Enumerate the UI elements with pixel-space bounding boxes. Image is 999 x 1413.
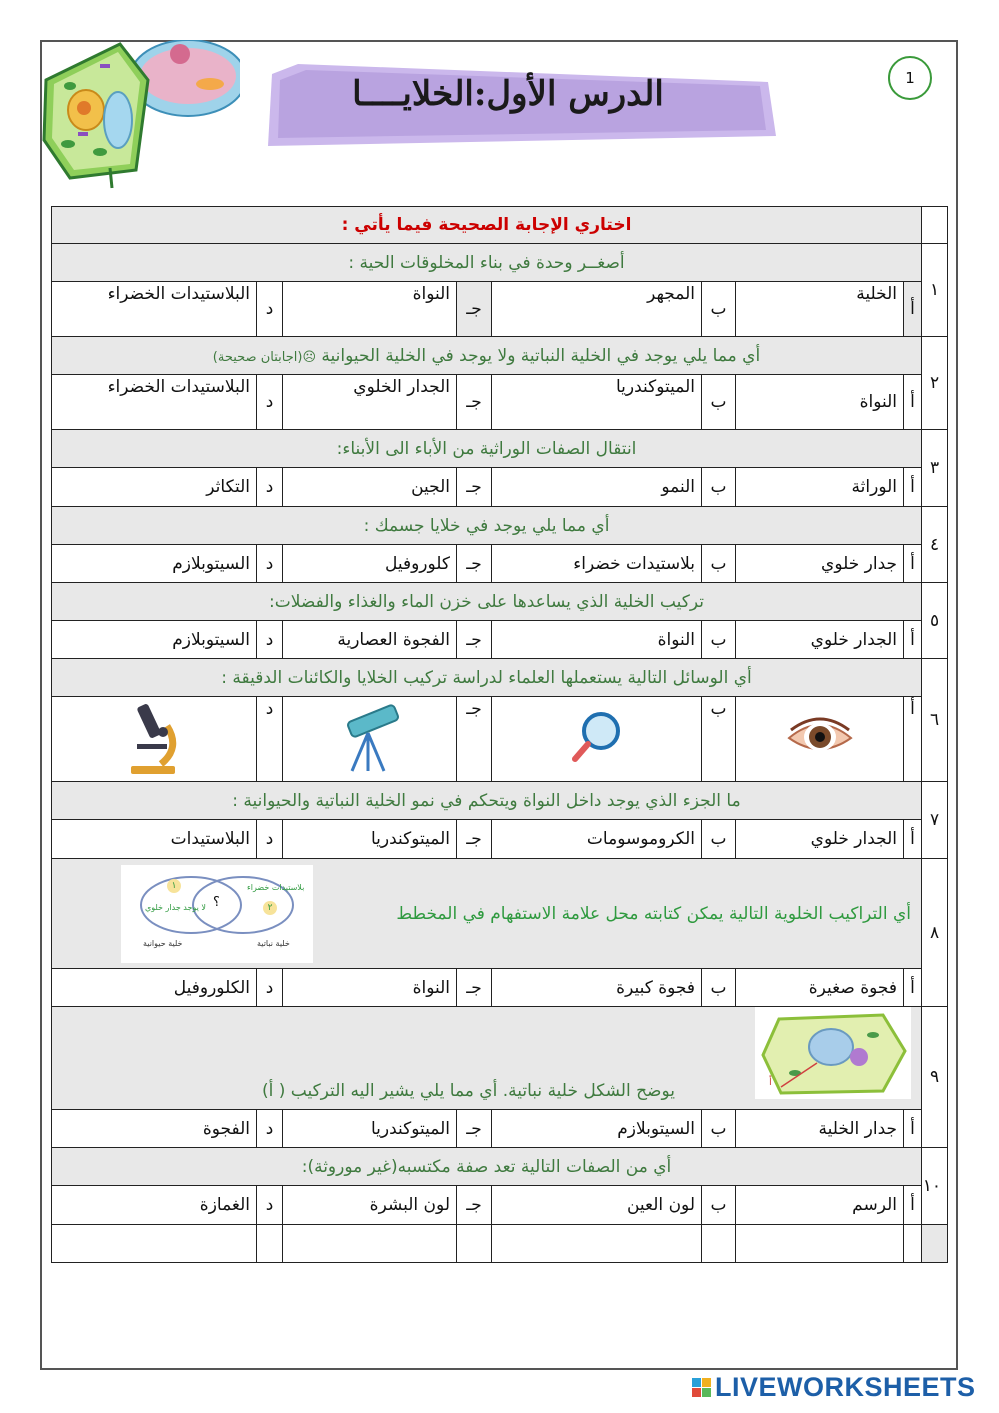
empty-cell	[492, 1225, 702, 1263]
answer-option[interactable]: فجوة صغيرة	[736, 969, 904, 1007]
question-number: ٩	[922, 1007, 948, 1148]
answer-option[interactable]: الغمازة	[52, 1186, 257, 1225]
option-letter: د	[257, 621, 283, 659]
answer-option[interactable]: الجين	[283, 468, 457, 507]
answer-option[interactable]: بلاستيدات خضراء	[492, 545, 702, 583]
answer-option[interactable]: الميتوكندريا	[492, 375, 702, 430]
answer-option[interactable]: السيتوبلازم	[492, 1110, 702, 1148]
option-letter: أ	[904, 1186, 922, 1225]
question-stem: أي الوسائل التالية يستعملها العلماء لدراسة تركيب الخلايا والكائنات الدقيقة :	[52, 659, 922, 697]
venn-number-one: ١	[167, 879, 181, 893]
question-stem: تركيب الخلية الذي يساعدها على خزن الماء والغذاء والفضلات:	[52, 583, 922, 621]
answer-option[interactable]: البلاستيدات	[52, 820, 257, 859]
option-letter: جـ	[457, 969, 492, 1007]
question-stem	[52, 859, 922, 969]
page-number: 1	[888, 56, 932, 100]
logo-text: LIVEWORKSHEETS	[715, 1372, 976, 1402]
option-letter: جـ	[457, 1110, 492, 1148]
question-number: ٦	[922, 659, 948, 782]
empty-cell	[457, 1225, 492, 1263]
answer-option[interactable]: التكاثر	[52, 468, 257, 507]
answer-option[interactable]: الجدار خلوي	[736, 621, 904, 659]
header-blank-cell	[922, 207, 948, 244]
venn-caption-plant: خلية نباتية	[257, 939, 290, 948]
answer-option-microscope[interactable]	[52, 697, 257, 782]
question-number: ٥	[922, 583, 948, 659]
question-stem: أي من الصفات التالية تعد صفة مكتسبه(غير موروثة):	[52, 1148, 922, 1186]
venn-plant-label: بلاستيدات خضراء	[247, 883, 305, 892]
question-stem: أي مما يلي يوجد في خلايا جسمك :	[52, 507, 922, 545]
question-number: ٤	[922, 507, 948, 583]
venn-diagram	[121, 865, 313, 963]
option-letter: جـ	[457, 621, 492, 659]
answer-option[interactable]: جدار الخلية	[736, 1110, 904, 1148]
answer-option[interactable]: السيتوبلازم	[52, 545, 257, 583]
option-letter: ب	[702, 820, 736, 859]
microscope-icon	[119, 698, 189, 776]
venn-animal-label: لا يوجد جدار خلوي	[145, 903, 206, 912]
option-letter: د	[257, 697, 283, 782]
option-letter: ب	[702, 375, 736, 430]
option-letter: د	[257, 375, 283, 430]
question-number: ٨	[922, 859, 948, 1007]
empty-cell	[922, 1225, 948, 1263]
eye-icon	[785, 712, 855, 762]
answer-option[interactable]: الجدار الخلوي	[283, 375, 457, 430]
answer-option-eye[interactable]	[736, 697, 904, 782]
option-letter: جـ	[457, 545, 492, 583]
option-letter: ب	[702, 697, 736, 782]
option-letter: ب	[702, 282, 736, 337]
option-letter: أ	[904, 969, 922, 1007]
answer-option[interactable]: الوراثة	[736, 468, 904, 507]
magnifying-glass-icon	[567, 707, 627, 767]
option-letter: أ	[904, 545, 922, 583]
answer-option[interactable]: جدار خلوي	[736, 545, 904, 583]
option-letter: د	[257, 820, 283, 859]
empty-cell	[702, 1225, 736, 1263]
option-letter: جـ	[457, 375, 492, 430]
answer-option[interactable]: النواة	[492, 621, 702, 659]
venn-question-mark: ؟	[213, 895, 220, 910]
telescope-icon	[330, 699, 410, 775]
venn-number-two: ٢	[263, 901, 277, 915]
option-letter: ب	[702, 1110, 736, 1148]
venn-caption-animal: خلية حيوانية	[143, 939, 183, 948]
option-letter: أ	[904, 621, 922, 659]
question-stem-text: أي مما يلي يوجد في الخلية النباتية ولا يوجد في الخلية الحيوانية	[321, 345, 761, 366]
empty-cell	[257, 1225, 283, 1263]
answer-option[interactable]: الميتوكندريا	[283, 820, 457, 859]
question-number: ٣	[922, 430, 948, 507]
question-stem	[52, 1007, 922, 1110]
question-stem: ما الجزء الذي يوجد داخل النواة ويتحكم في نمو الخلية النباتية والحيوانية :	[52, 782, 922, 820]
plant-cell-drawing	[755, 1007, 911, 1099]
answer-option[interactable]: النواة	[283, 282, 457, 337]
answer-option-magnifier[interactable]	[492, 697, 702, 782]
answer-option[interactable]: البلاستيدات الخضراء	[52, 282, 257, 337]
question-stem	[52, 337, 922, 375]
answer-option[interactable]: الميتوكندريا	[283, 1110, 457, 1148]
instruction: اختاري الإجابة الصحيحة فيما يأتي :	[52, 207, 922, 244]
question-stem: انتقال الصفات الوراثية من الأباء الى الأبناء:	[52, 430, 922, 468]
answer-option-telescope[interactable]	[283, 697, 457, 782]
option-letter: أ	[904, 375, 922, 430]
question-stem-text: أي التراكيب الخلوية التالية يمكن كتابته محل علامة الاستفهام في المخطط	[396, 903, 912, 924]
option-letter: ب	[702, 545, 736, 583]
cell-illustration	[40, 40, 240, 190]
question-stem-text: يوضح الشكل خلية نباتية. أي مما يلي يشير اليه التركيب ( أ)	[261, 1081, 676, 1101]
option-letter: جـ	[457, 820, 492, 859]
question-number: ٧	[922, 782, 948, 859]
option-letter: ب	[702, 969, 736, 1007]
option-letter: أ	[904, 820, 922, 859]
question-number: ٢	[922, 337, 948, 430]
answer-option[interactable]: كلوروفيل	[283, 545, 457, 583]
answer-option[interactable]: الكلوروفيل	[52, 969, 257, 1007]
answer-option[interactable]: البلاستيدات الخضراء	[52, 375, 257, 430]
title-banner	[268, 64, 776, 146]
liveworksheets-logo[interactable]	[692, 1372, 976, 1403]
option-letter: ب	[702, 1186, 736, 1225]
answer-option[interactable]: الفجوة	[52, 1110, 257, 1148]
figure-label: أ	[769, 1077, 772, 1088]
question-stem: أصغــر وحدة في بناء المخلوقات الحية :	[52, 244, 922, 282]
question-number: ١٠	[922, 1148, 948, 1225]
answer-option[interactable]: الرسم	[736, 1186, 904, 1225]
option-letter: أ	[904, 468, 922, 507]
option-letter: جـ	[457, 1186, 492, 1225]
questions-table	[51, 206, 948, 1263]
question-number: ١	[922, 244, 948, 337]
answer-option[interactable]: الخلية	[736, 282, 904, 337]
answer-option[interactable]: النمو	[492, 468, 702, 507]
answer-option[interactable]: الكروموسومات	[492, 820, 702, 859]
option-letter: جـ	[457, 282, 492, 337]
option-letter: أ	[904, 282, 922, 337]
question-note: ☹(اجابتان صحيحة)	[212, 349, 316, 365]
answer-option[interactable]: السيتوبلازم	[52, 621, 257, 659]
empty-cell	[736, 1225, 904, 1263]
empty-cell	[904, 1225, 922, 1263]
option-letter: جـ	[457, 468, 492, 507]
option-letter: أ	[904, 697, 922, 782]
option-letter: جـ	[457, 697, 492, 782]
option-letter: ب	[702, 621, 736, 659]
answer-option[interactable]: فجوة كبيرة	[492, 969, 702, 1007]
option-letter: د	[257, 468, 283, 507]
option-letter: د	[257, 969, 283, 1007]
logo-mark-icon	[692, 1378, 711, 1397]
option-letter: ب	[702, 468, 736, 507]
option-letter: د	[257, 545, 283, 583]
option-letter: د	[257, 1186, 283, 1225]
plant-cell-figure	[755, 1007, 911, 1099]
venn-circles	[121, 865, 313, 963]
answer-option[interactable]: الفجوة العصارية	[283, 621, 457, 659]
answer-option[interactable]: النواة	[736, 375, 904, 430]
answer-option[interactable]: لون العين	[492, 1186, 702, 1225]
answer-option[interactable]: المجهر	[492, 282, 702, 337]
option-letter: د	[257, 1110, 283, 1148]
answer-option[interactable]: لون البشرة	[283, 1186, 457, 1225]
answer-option[interactable]: النواة	[283, 969, 457, 1007]
option-letter: أ	[904, 1110, 922, 1148]
answer-option[interactable]: الجدار خلوي	[736, 820, 904, 859]
empty-cell	[52, 1225, 257, 1263]
option-letter: د	[257, 282, 283, 337]
empty-cell	[283, 1225, 457, 1263]
page-title: الدرس الأول:الخلايــــا	[352, 74, 664, 114]
